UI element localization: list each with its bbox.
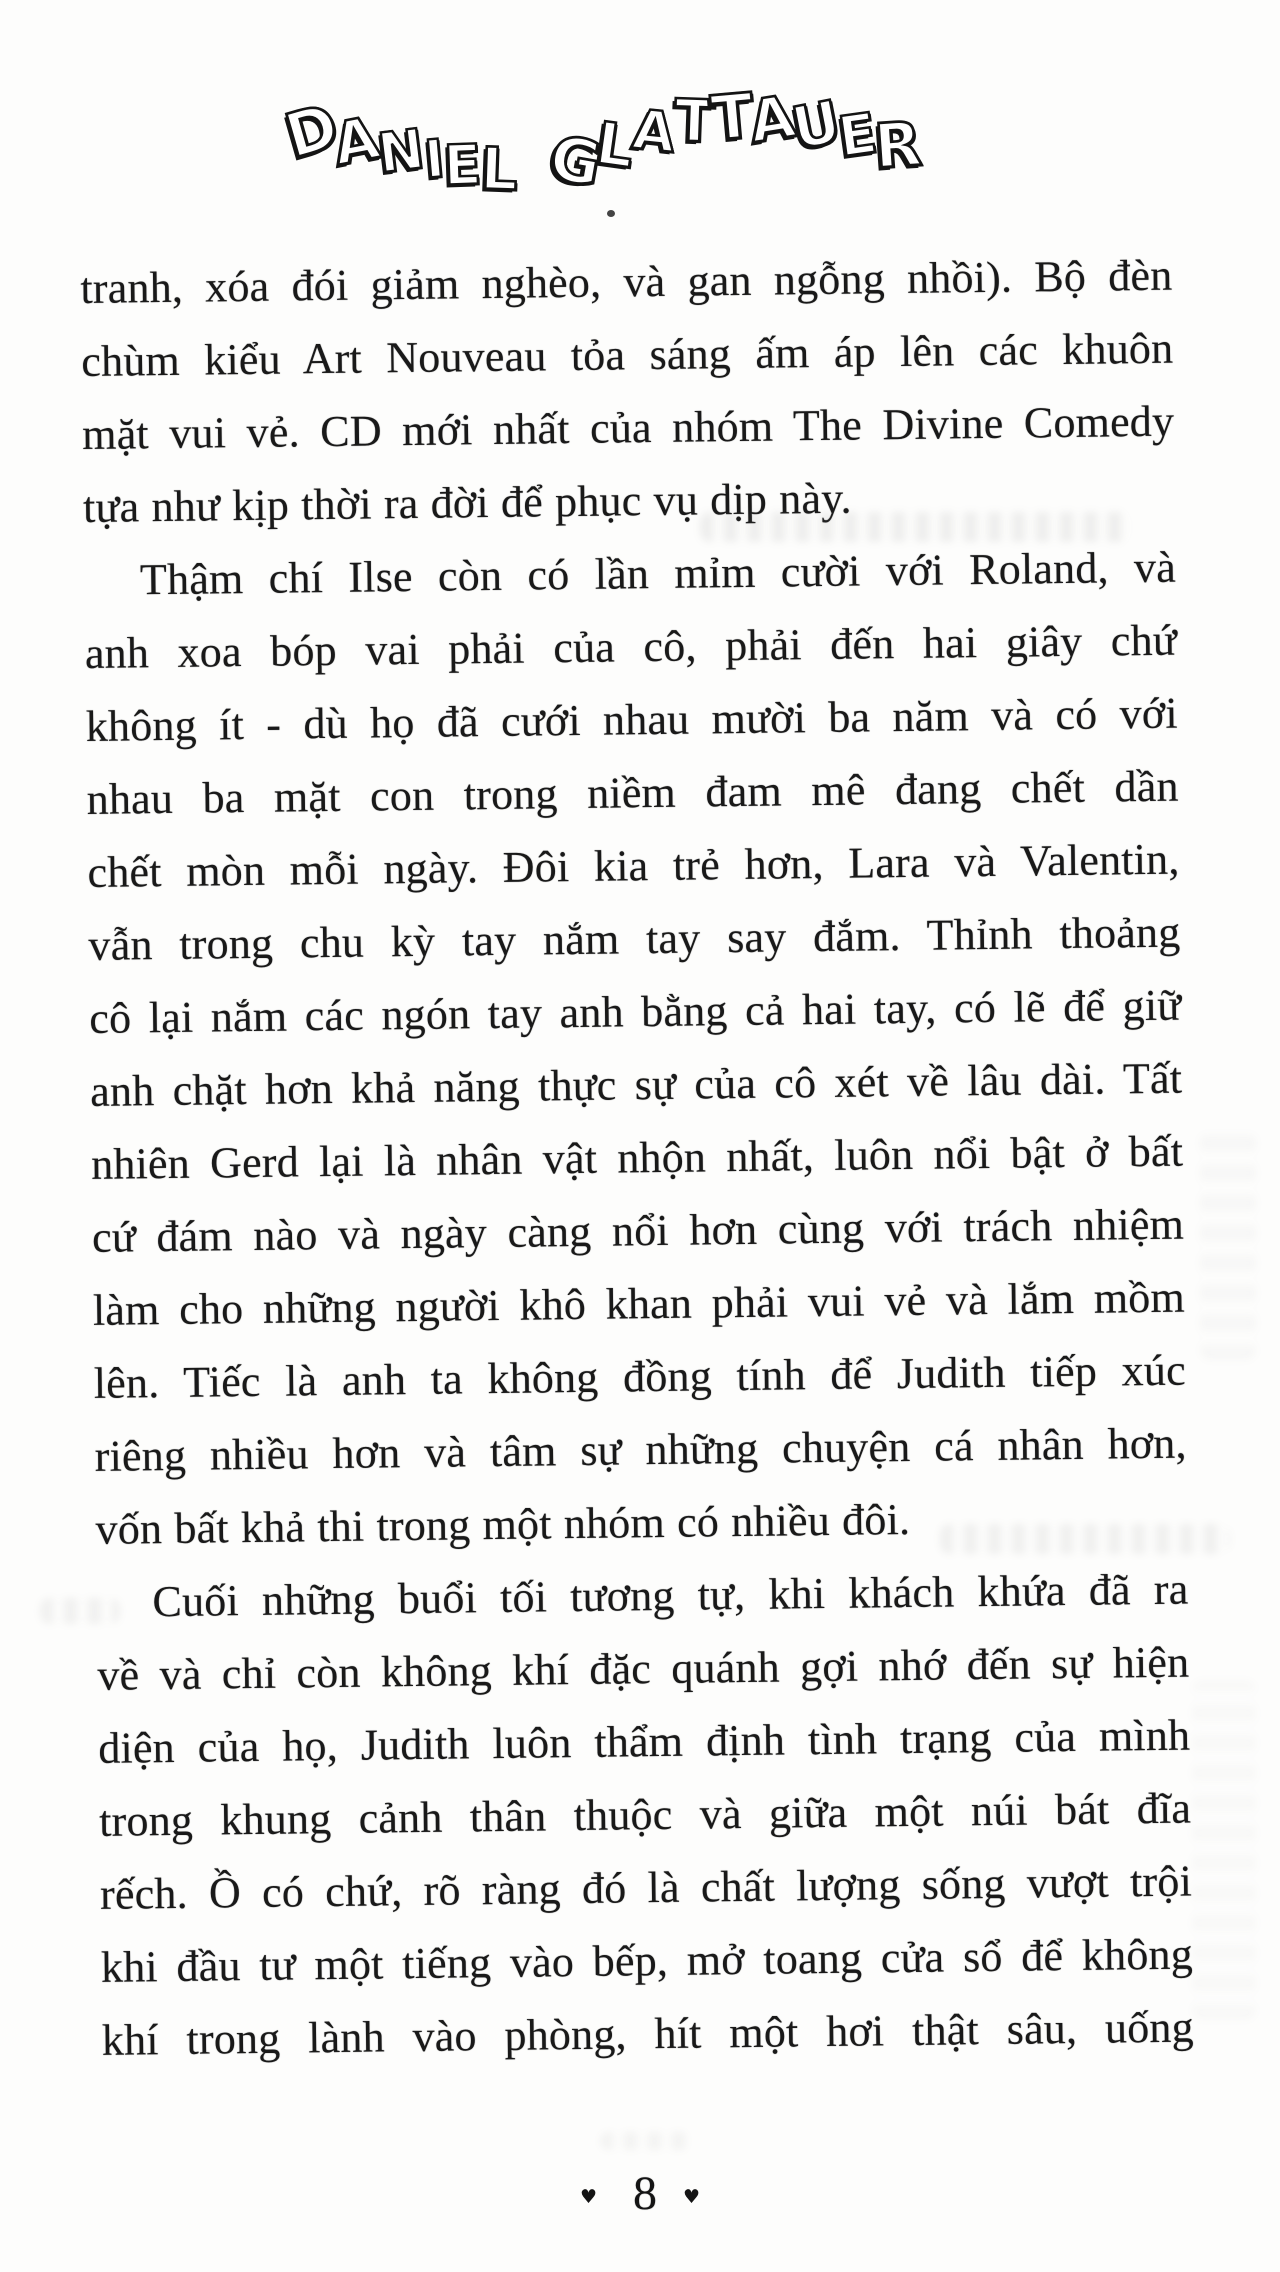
- title-letter: E: [442, 132, 483, 198]
- page-number: 8: [633, 2167, 657, 2220]
- text-line: anh xoa bóp vai phải của cô, phải đến hai giây chứ: [84, 615, 1178, 678]
- title-letter: A: [327, 103, 385, 179]
- text-line: làm cho những người khô khan phải vui vẻ và lắm mồm: [92, 1272, 1186, 1335]
- page-bleed-artifact: [1200, 1130, 1256, 1360]
- text-line: mặt vui vẻ. CD mới nhất của nhóm The Divine Comedy: [81, 396, 1175, 459]
- title-letter: G: [544, 121, 607, 201]
- text-line: nhiên Gerd lại là nhân vật nhộn nhất, luôn nổi bật ở bất: [90, 1126, 1184, 1189]
- text-line: cô lại nắm các ngón tay anh bằng cả hai tay, có lẽ để giữ: [89, 980, 1182, 1043]
- text-line: anh chặt hơn khả năng thực sự của cô xét về lâu dài. Tất: [89, 1053, 1183, 1116]
- page-bleed-artifact: [1192, 1680, 1256, 2020]
- page-bleed-artifact: [940, 1524, 1230, 1554]
- title-letter: A: [630, 97, 679, 165]
- text-line: không ít - dù họ đã cưới nhau mười ba năm và có với: [85, 688, 1179, 751]
- title-letter: L: [479, 134, 519, 204]
- text-line: riêng nhiều hơn và tâm sự những chuyện cá nhân hơn,: [94, 1418, 1187, 1481]
- heart-icon: ♥: [579, 2186, 597, 2209]
- text-line: Thậm chí Ilse còn có lần mỉm cười với Roland, và: [139, 542, 1177, 605]
- ink-speck: [607, 210, 615, 217]
- title-letter: N: [374, 116, 428, 186]
- page-bleed-artifact: [700, 512, 1130, 542]
- text-line: khí trong lành vào phòng, hít một hơi thật sâu, uống: [101, 2002, 1195, 2065]
- text-line: nhau ba mặt con trong niềm đam mê đang chết dần: [86, 761, 1179, 824]
- title-letter: U: [786, 87, 847, 163]
- text-line: chết mòn mỗi ngày. Đôi kia trẻ hơn, Lara và Valentin,: [87, 834, 1180, 897]
- text-line: trong khung cảnh thân thuộc và giữa một núi bát đĩa: [98, 1783, 1192, 1846]
- text-line: tựa như kịp thời ra đời để phục vụ dịp này.: [82, 473, 852, 532]
- text-line: Cuối những buổi tối tương tự, khi khách khứa đã ra: [152, 1564, 1189, 1627]
- heart-icon: ♥: [683, 2186, 701, 2209]
- title-letter: E: [834, 100, 882, 170]
- author-header: [277, 79, 924, 226]
- title-letter: A: [745, 81, 800, 157]
- text-line: vốn bất khả thi trong một nhóm có nhiều đôi.: [95, 1494, 911, 1554]
- page-bleed-artifact: [40, 1598, 120, 1624]
- text-line: diện của họ, Judith luôn thẩm định tình trạng của mình: [97, 1710, 1191, 1773]
- page-footer: [0, 2168, 1280, 2221]
- page-bleed-artifact: [600, 2132, 690, 2150]
- text-line: lên. Tiếc là anh ta không đồng tính để Judith tiếp xúc: [93, 1345, 1187, 1408]
- text-line: về và chỉ còn không khí đặc quánh gợi nhớ đến sự hiện: [97, 1637, 1190, 1700]
- title-letter: T: [708, 79, 757, 155]
- text-line: tranh, xóa đói giảm nghèo, và gan ngỗng nhồi). Bộ đèn: [80, 250, 1173, 313]
- title-letter: I: [421, 127, 447, 191]
- text-line: chùm kiểu Art Nouveau tỏa sáng ấm áp lên các khuôn: [81, 323, 1174, 386]
- text-line: rếch. Ồ có chứ, rõ ràng đó là chất lượng sống vượt trội: [99, 1856, 1193, 1919]
- title-letter: T: [673, 86, 716, 156]
- title-letter: L: [592, 108, 639, 182]
- title-letter: R: [872, 107, 924, 183]
- text-line: vẫn trong chu kỳ tay nắm tay say đắm. Thỉnh thoảng: [88, 907, 1181, 970]
- title-letter: D: [277, 89, 346, 173]
- text-line: khi đầu tư một tiếng vào bếp, mở toang cửa sổ để không: [100, 1929, 1194, 1992]
- text-line: cứ đám nào và ngày càng nổi hơn cùng với trách nhiệm: [91, 1199, 1185, 1262]
